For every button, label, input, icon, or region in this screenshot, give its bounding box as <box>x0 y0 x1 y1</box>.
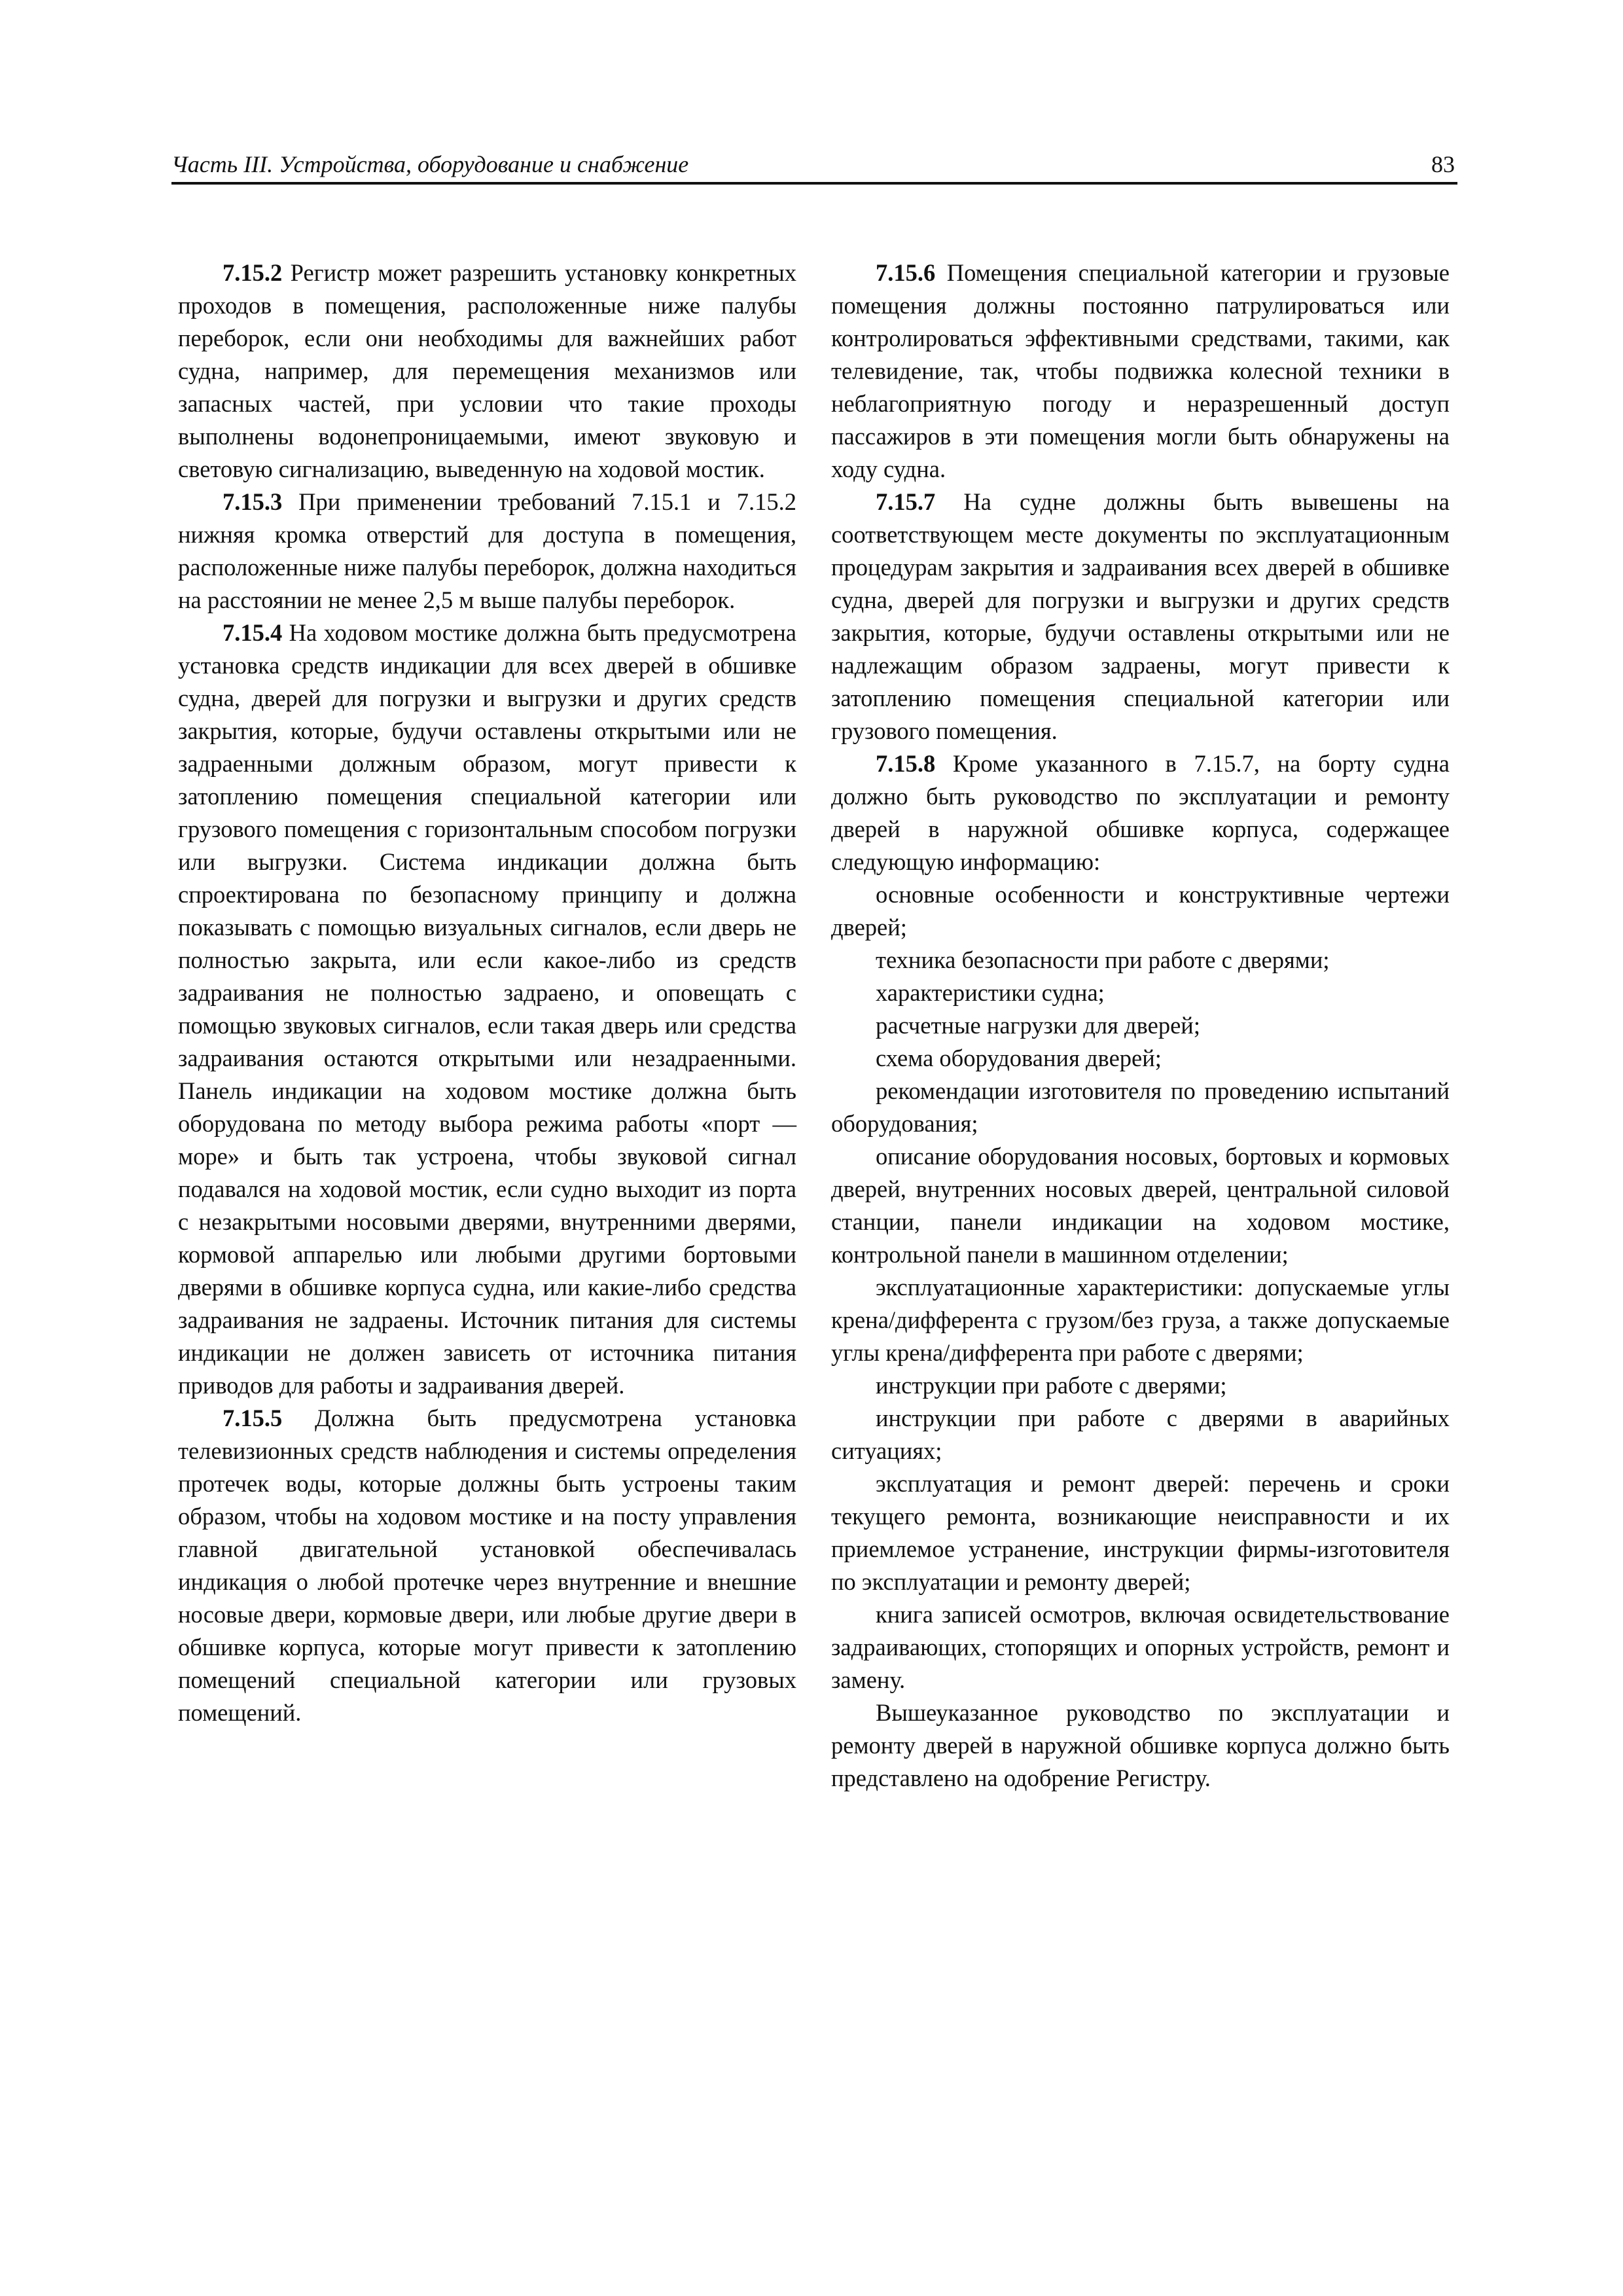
list-item-text: эксплуатационные характеристики: допускаемые углы крена/дифферента с грузом/без груза, а также допускаемые углы крена/дифферента при работе с дверями; <box>831 1274 1450 1366</box>
list-item <box>831 1042 1450 1075</box>
list-item <box>831 1369 1450 1402</box>
list-item <box>831 977 1450 1009</box>
list-item <box>831 878 1450 944</box>
clause-number: 7.15.3 <box>223 488 283 515</box>
paragraph <box>178 486 796 617</box>
list-item-text: техника безопасности при работе с дверями; <box>876 946 1330 973</box>
list-item-text: схема оборудования дверей; <box>876 1045 1162 1071</box>
paragraph-text: Регистр может разрешить установку конкретных проходов в помещения, расположенные ниже палубы переборок, если они необходимы для важнейших работ судна, например, для перемещения механизмов или запасных частей, при условии что такие проходы выполнены водонепроницаемыми, имеют звуковую и световую сигнализацию, выведенную на ходовой мостик. <box>178 259 796 482</box>
list-item-text: рекомендации изготовителя по проведению испытаний оборудования; <box>831 1077 1450 1137</box>
clause-number: 7.15.4 <box>223 619 283 646</box>
clause-number: 7.15.8 <box>876 750 936 777</box>
left-column <box>178 257 796 1729</box>
list-item <box>831 1075 1450 1140</box>
running-header <box>171 143 1457 185</box>
list-item <box>831 944 1450 977</box>
paragraph <box>831 486 1450 747</box>
paragraph-text: При применении требований 7.15.1 и 7.15.2 нижняя кромка отверстий для доступа в помещения, расположенные ниже палубы переборок, должна находиться на расстоянии не менее 2,5 м выше палубы переборок. <box>178 488 796 613</box>
paragraph <box>178 257 796 486</box>
list-item <box>831 1402 1450 1467</box>
clause-number: 7.15.6 <box>876 259 936 286</box>
list-item-text: эксплуатация и ремонт дверей: перечень и сроки текущего ремонта, возникающие неисправности и их приемлемое устранение, инструкции фирмы-изготовителя по эксплуатации и ремонту дверей; <box>831 1470 1450 1595</box>
list-item-text: инструкции при работе с дверями в аварийных ситуациях; <box>831 1405 1450 1464</box>
paragraph <box>831 257 1450 486</box>
list-item-text: характеристики судна; <box>876 979 1105 1006</box>
list-item-text: расчетные нагрузки для дверей; <box>876 1012 1200 1039</box>
paragraph <box>178 1402 796 1729</box>
list-item <box>831 1140 1450 1271</box>
paragraph-text: Помещения специальной категории и грузовые помещения должны постоянно патрулироваться или контролироваться эффективными средствами, такими, как телевидение, так, чтобы подвижка колесной техники в неблагоприятную погоду и неразрешенный доступ пассажиров в эти помещения могли быть обнаружены на ходу судна. <box>831 259 1450 482</box>
header-title: Часть III. Устройства, оборудование и снабжение <box>171 151 689 177</box>
paragraph-text: На ходовом мостике должна быть предусмотрена установка средств индикации для всех дверей в обшивке судна, дверей для погрузки и выгрузки и других средств закрытия, которые, будучи оставлены открытыми или не задраенными должным образом, могут привести к затоплению помещения специальной категории или грузового помещения с горизонтальным способом погрузки или выгрузки. Система индикации должна быть спроектирована по безопасному принципу и должна показывать с помощью визуальных сигналов, если дверь не полностью закрыта, или если какое-либо из средств задраивания не полностью задраено, и оповещать с помощью звуковых сигналов, если такая дверь или средства задраивания остаются открытыми или незадраенными. Панель индикации на ходовом мостике должна быть оборудована по методу выбора режима работы «порт — море» и быть так устроена, чтобы звуковой сигнал подавался на ходовой мостик, если судно выходит из порта с незакрытыми носовыми дверями, внутренними дверями, кормовой аппарелью или любыми другими бортовыми дверями в обшивке корпуса судна, или какие-либо средства задраивания не задраены. Источник питания для системы индикации не должен зависеть от источника питания приводов для работы и задраивания дверей. <box>178 619 796 1399</box>
paragraph-text: На судне должны быть вывешены на соответствующем месте документы по эксплуатационным процедурам закрытия и задраивания всех дверей в обшивке судна, дверей для погрузки и выгрузки и других средств закрытия, которые, будучи оставлены открытыми или не надлежащим образом задраены, могут привести к затоплению помещения специальной категории или грузового помещения. <box>831 488 1450 744</box>
paragraph-text: Кроме указанного в 7.15.7, на борту судна должно быть руководство по эксплуатации и ремонту дверей в наружной обшивке корпуса, содержащее следующую информацию: <box>831 750 1450 875</box>
list-item-text: основные особенности и конструктивные чертежи дверей; <box>831 881 1450 941</box>
list-item <box>831 1271 1450 1369</box>
list-item <box>831 1467 1450 1598</box>
paragraph <box>178 617 796 1402</box>
right-column <box>831 257 1450 1795</box>
paragraph <box>831 747 1450 878</box>
clause-number: 7.15.7 <box>876 488 936 515</box>
paragraph-text: Вышеуказанное руководство по эксплуатации и ремонту дверей в наружной обшивке корпуса должно быть представлено на одобрение Регистру. <box>831 1699 1450 1791</box>
paragraph-text: Должна быть предусмотрена установка телевизионных средств наблюдения и системы определения протечек воды, которые должны быть устроены таким образом, чтобы на ходовом мостике и на посту управления главной двигательной установкой обеспечивалась индикация о любой протечке через внутренние и внешние носовые двери, кормовые двери, или любые другие двери в обшивке корпуса, которые могут привести к затоплению помещений специальной категории или грузовых помещений. <box>178 1405 796 1726</box>
list-item-text: инструкции при работе с дверями; <box>876 1372 1227 1399</box>
page-number: 83 <box>1431 151 1455 177</box>
list-item <box>831 1598 1450 1696</box>
clause-number: 7.15.2 <box>223 259 283 286</box>
closing-paragraph <box>831 1696 1450 1795</box>
list-item-text: книга записей осмотров, включая освидетельствование задраивающих, стопорящих и опорных устройств, ремонт и замену. <box>831 1601 1450 1693</box>
list-item-text: описание оборудования носовых, бортовых и кормовых дверей, внутренних носовых дверей, центральной силовой станции, панели индикации на ходовом мостике, контрольной панели в машинном отделении; <box>831 1143 1450 1268</box>
list-item <box>831 1009 1450 1042</box>
clause-number: 7.15.5 <box>223 1405 283 1431</box>
